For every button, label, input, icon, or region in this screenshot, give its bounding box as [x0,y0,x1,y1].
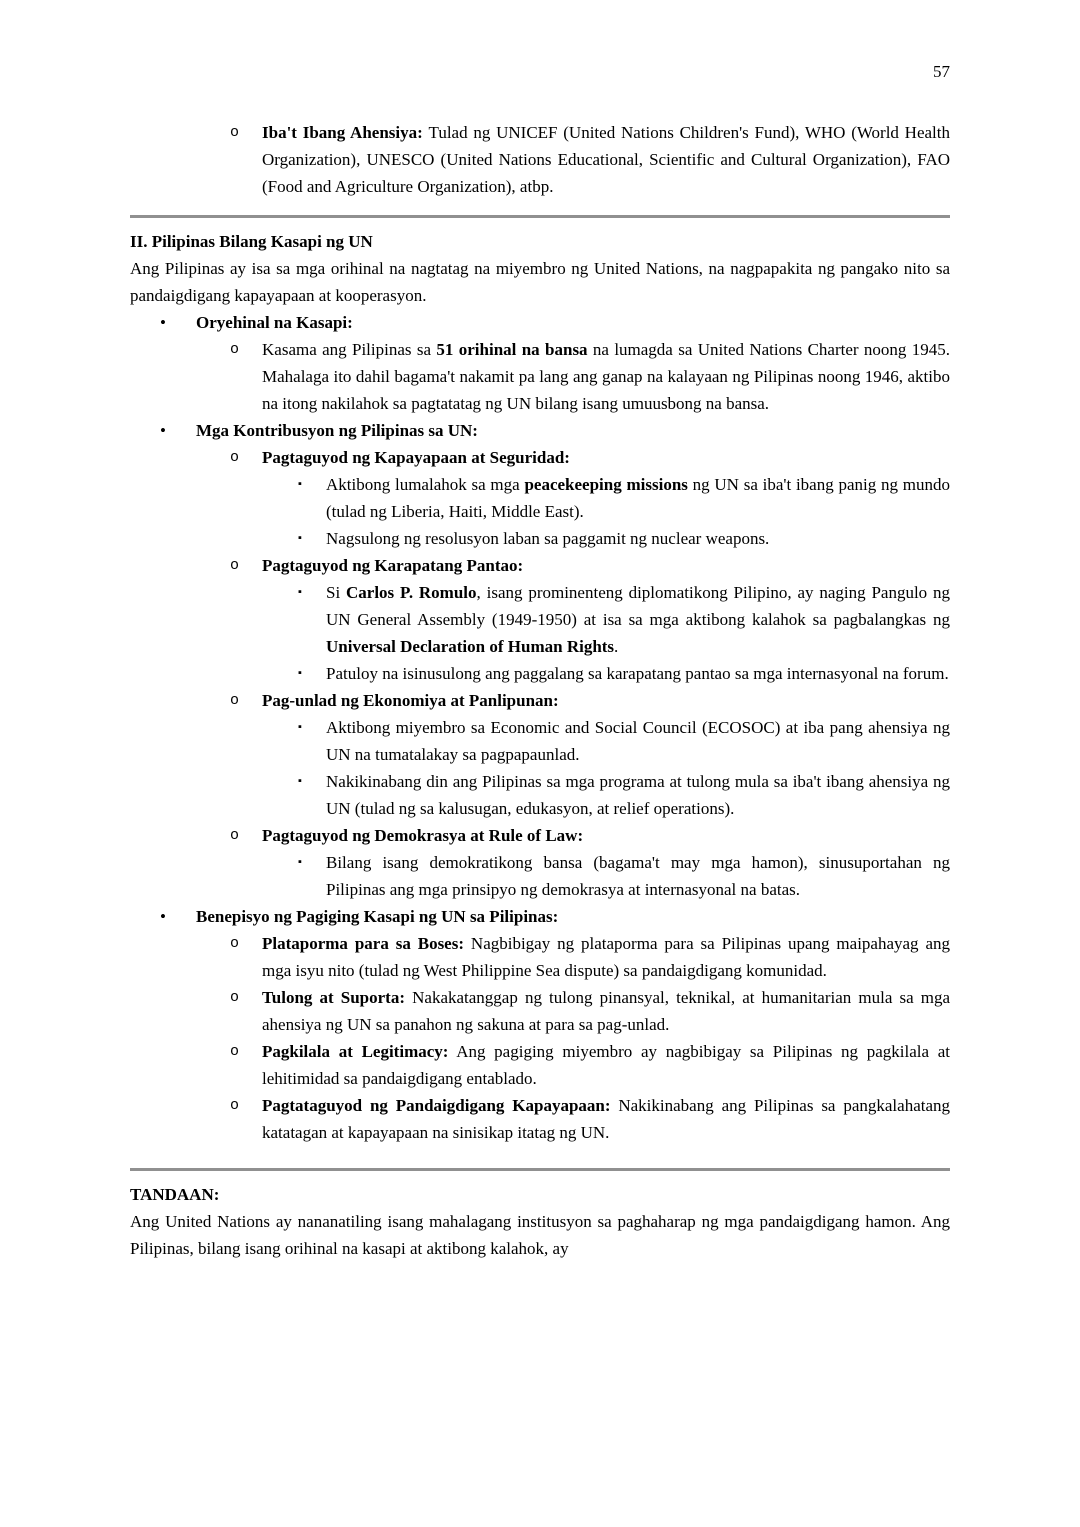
square-marker: ▪ [298,478,302,490]
bullet-marker: • [160,313,166,332]
circle-marker: o [230,124,240,141]
square-marker: ▪ [298,586,302,598]
list-item-pag-unlad [130,687,950,714]
circle-marker: o [230,1097,240,1114]
list-item-text: Bilang isang demokratikong bansa (bagama't may mga hamon), sinusuportahan ng Pilipinas ang mga prinsipyo ng demokrasya at internasyonal na batas. [326,853,950,899]
list-item-text: Plataporma para sa Boses: Nagbibigay ng plataporma para sa Pilipinas upang maipahayag ang mga isyu nito (tulad ng West Philippine Sea dispute) sa pandaigdigang komunidad. [262,934,950,980]
list-item-kapayapaan-seguridad [130,444,950,471]
list-item-text: Tulong at Suporta: Nakakatanggap ng tulong pinansyal, teknikal, at humanitarian mula sa mga ahensiya ng UN sa panahon ng sakuna at para sa pag-unlad. [262,988,950,1034]
list-item-text: Pagtataguyod ng Pandaigdigang Kapayapaan: Nakikinabang ang Pilipinas sa pangkalahatang katatagan at kapayapaan na sinisikap itatag ng UN. [262,1096,951,1142]
bullet-marker: • [160,421,166,440]
list-item-plataporma [130,930,950,984]
circle-marker: o [230,449,240,466]
list-item-text: Pagtaguyod ng Kapayapaan at Seguridad: [262,448,570,467]
square-marker: ▪ [298,856,302,868]
list-item-oryehinal-label [130,309,950,336]
section-divider [130,215,950,218]
list-item-text: Iba't Ibang Ahensiya: Tulad ng UNICEF (United Nations Children's Fund), WHO (World Health Organization), UNESCO (United Nations Educational, Scientific and Cultural Organization), FAO (Food and Agriculture Organization), atbp. [262,123,950,196]
list-item-karapatang-pantao [130,552,950,579]
list-item-benepisyo-label [130,903,950,930]
square-marker: ▪ [298,532,302,544]
square-marker: ▪ [298,667,302,679]
list-item-text: Kasama ang Pilipinas sa 51 orihinal na bansa na lumagda sa United Nations Charter noong 1945. Mahalaga ito dahil bagama't nakamit pa lang ang ganap na kalayaan ng Pilipinas noong 1946, aktibo na itong nakilahok sa pagtatatag ng UN bilang isang umuusbong na bansa. [262,340,951,413]
list-item-ibat-ibang-ahensiya [130,119,950,200]
list-item-text: Pagtaguyod ng Demokrasya at Rule of Law: [262,826,584,845]
circle-marker: o [230,1043,240,1060]
list-item-kontribusyon-label [130,417,950,444]
list-item-text: Aktibong miyembro sa Economic and Social Council (ECOSOC) at iba pang ahensiya ng UN na tumatalakay sa pagpapaunlad. [326,718,950,764]
list-item-text: Nagsulong ng resolusyon laban sa paggamit ng nuclear weapons. [326,529,770,548]
list-item-nuclear-weapons [130,525,950,552]
page-number: 57 [933,62,950,81]
list-item-text: Pag-unlad ng Ekonomiya at Panlipunan: [262,691,559,710]
list-item-text: Nakikinabang din ang Pilipinas sa mga programa at tulong mula sa iba't ibang ahensiya ng UN (tulad ng sa kalusugan, edukasyon, at relief operations). [326,772,950,818]
list-item-peacekeeping [130,471,950,525]
list-item-pagkilala [130,1038,950,1092]
bullet-marker: • [160,907,166,926]
circle-marker: o [230,692,240,709]
square-marker: ▪ [298,721,302,733]
list-item-pandaigdigang-kapayapaan [130,1092,950,1146]
circle-marker: o [230,989,240,1006]
list-item-carlos-romulo [130,579,950,660]
circle-marker: o [230,827,240,844]
list-item-programa-tulong [130,768,950,822]
tandaan-body: Ang United Nations ay nananatiling isang mahalagang institusyon sa paghaharap ng mga pandaigdigang hamon. Ang Pilipinas, bilang isang orihinal na kasapi at aktibong kalahok, ay [130,1212,950,1258]
list-item-text: Benepisyo ng Pagiging Kasapi ng UN sa Pilipinas: [196,907,559,926]
list-item-text: Si Carlos P. Romulo, isang prominenteng diplomatikong Pilipino, ay naging Pangulo ng UN General Assembly (1949-1950) at isa sa mga aktibong kalahok sa pagbalangkas ng Universal Declaration of Human Rights. [326,583,950,656]
list-item-text: Aktibong lumalahok sa mga peacekeeping missions ng UN sa iba't ibang panig ng mundo (tulad ng Liberia, Haiti, Middle East). [326,475,950,521]
list-item-text: Pagtaguyod ng Karapatang Pantao: [262,556,524,575]
list-item-demokrasya [130,822,950,849]
section-divider [130,1168,950,1171]
tandaan-heading: TANDAAN: [130,1185,220,1204]
section-intro: Ang Pilipinas ay isa sa mga orihinal na nagtatag na miyembro ng United Nations, na nagpapakita ng pangako nito sa pandaigdigang kapayapaan at kooperasyon. [130,259,950,305]
list-item-demokratikong-bansa [130,849,950,903]
list-item-text: Mga Kontribusyon ng Pilipinas sa UN: [196,421,478,440]
list-item-text: Patuloy na isinusulong ang paggalang sa karapatang pantao sa mga internasyonal na forum. [326,664,949,683]
list-item-karapatang-forum [130,660,950,687]
list-item-oryehinal-detail [130,336,950,417]
square-marker: ▪ [298,775,302,787]
circle-marker: o [230,557,240,574]
list-item-text: Oryehinal na Kasapi: [196,313,353,332]
list-item-tulong-suporta [130,984,950,1038]
circle-marker: o [230,341,240,358]
list-item-ecosoc [130,714,950,768]
section-heading: II. Pilipinas Bilang Kasapi ng UN [130,232,373,251]
circle-marker: o [230,935,240,952]
list-item-text: Pagkilala at Legitimacy: Ang pagiging miyembro ay nagbibigay sa Pilipinas ng pagkilala at lehitimidad sa pandaigdigang entablado. [262,1042,950,1088]
